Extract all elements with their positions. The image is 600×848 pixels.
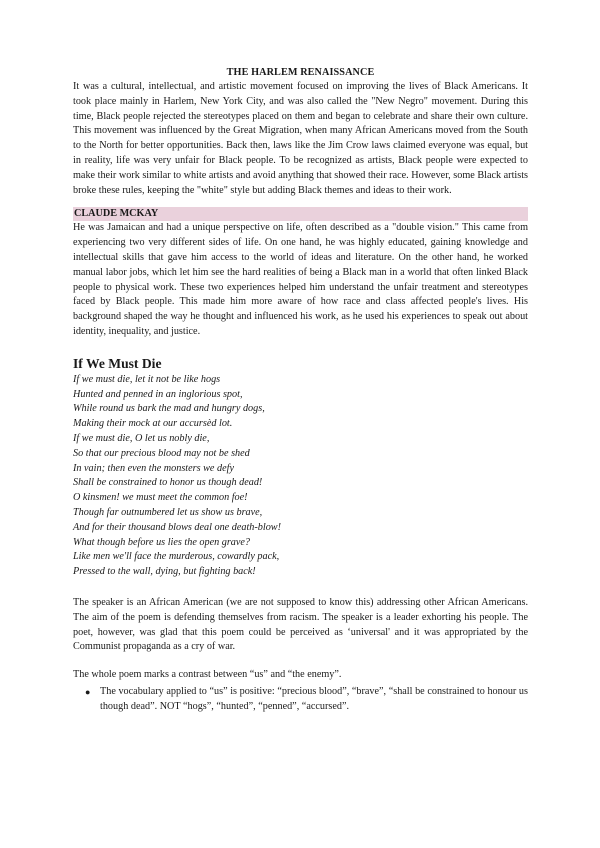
poem-line: Shall be constrained to honor us though dead! xyxy=(73,477,263,489)
bullet-item xyxy=(73,685,528,715)
poem-line: Like men we'll face the murderous, cowardly pack, xyxy=(73,551,280,563)
poem-line: If we must die, O let us nobly die, xyxy=(73,432,210,444)
poem-line: O kinsmen! we must meet the common foe! xyxy=(73,492,248,504)
document-content xyxy=(73,66,528,714)
bullet-list xyxy=(73,685,528,715)
section-heading-claude-mckay: CLAUDE MCKAY xyxy=(73,207,528,221)
mckay-biography-paragraph: He was Jamaican and had a unique perspective on life, often described as a "double vision." This came from experiencing two very different sides of life. On one hand, he was highly educated, gaining knowledge and intellectual skills that gave him access to the world of ideas and literature. On the other hand, he worked manual labor jobs, which let him see the hard realities of being a Black man in a world that often linked Black people to physical work. These two experiences helped him understand the unfair treatment and stereotypes faced by Black people. This made him more aware of how race and class affected people's lives. His background shaped the way he thought and influenced his work, as he used his experiences to speak out about identity, inequality, and justice. xyxy=(73,222,528,337)
poem-analysis-paragraph: The speaker is an African American (we are not supposed to know this) addressing other African Americans. The aim of the poem is defending themselves from racism. The speaker is a leader exhorting his people. The poet, however, was glad that this poem could be perceived as ‘universal' and it was appropriated by the Communist propaganda as a cry of war. xyxy=(73,596,528,653)
bullet-text: The vocabulary applied to “us” is positive: “precious blood”, “brave”, “shall be constrained to honour us though dead”. NOT “hogs”, “hunted”, “penned”, “accursed”. xyxy=(100,685,528,712)
intro-paragraph: It was a cultural, intellectual, and artistic movement focused on improving the lives of Black Americans. It took place mainly in Harlem, New York City, and was also called the "New Negro" movement. During this time, Black people rejected the stereotypes placed on them and began to celebrate and share their own culture. This movement was influenced by the Great Migration, when many African Americans moved from the South to the North for better opportunities. Back then, laws like the Jim Crow laws claimed everyone was equal, but in reality, life was very unfair for Black people. To be recognized as artists, Black people were expected to make their work similar to white artists and avoid anything that showed their race. However, some Black artists broke these rules, keeping the "white" style but adding Black themes and ideas to their work. xyxy=(73,81,528,196)
poem-line: While round us bark the mad and hungry dogs, xyxy=(73,403,265,415)
poem-line: Hunted and penned in an inglorious spot, xyxy=(73,388,243,400)
poem-lines xyxy=(73,373,528,580)
poem-line: And for their thousand blows deal one death-blow! xyxy=(73,521,281,533)
contrast-paragraph: The whole poem marks a contrast between “us” and “the enemy”. xyxy=(73,669,342,681)
poem-line: So that our precious blood may not be shed xyxy=(73,447,250,459)
poem-line: Pressed to the wall, dying, but fighting back! xyxy=(73,566,256,578)
poem-line: Though far outnumbered let us show us brave, xyxy=(73,506,263,518)
poem-line: If we must die, let it not be like hogs xyxy=(73,373,221,385)
poem-title: If We Must Die xyxy=(73,355,162,371)
poem-line: What though before us lies the open grave? xyxy=(73,536,251,548)
document-title: THE HARLEM RENAISSANCE xyxy=(226,67,375,78)
poem-line: Making their mock at our accursèd lot. xyxy=(73,418,233,430)
bullet-icon: ● xyxy=(85,686,91,697)
poem-line: In vain; then even the monsters we defy xyxy=(73,462,234,474)
